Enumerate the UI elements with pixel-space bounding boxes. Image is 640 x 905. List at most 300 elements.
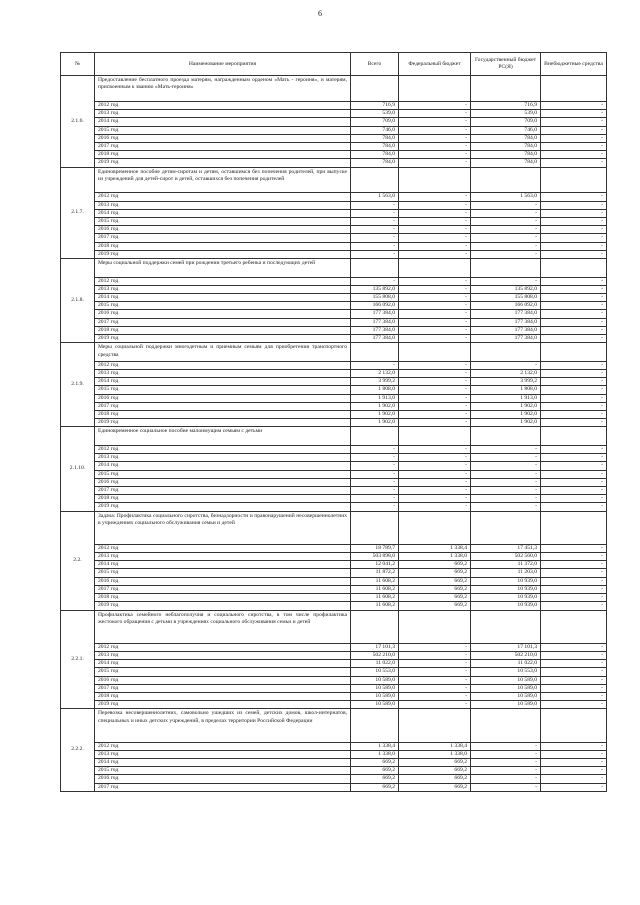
total-cell: 539,0 (351, 110, 399, 118)
federal-cell: - (399, 218, 471, 226)
table-row (61, 660, 607, 668)
total-cell: 11 608,2 (351, 585, 399, 593)
section-text: Задача: Профилактика социального сиротства, безнадзорности и правонарушений несовершеннолетних в учреждениях социального обслуживания семьи и детей (95, 511, 351, 544)
total-cell: - (351, 277, 399, 285)
federal-cell: - (399, 419, 471, 427)
year-cell: 2013 год (95, 285, 351, 293)
section-text: Меры социальной поддержки многодетным и приемным семьям для приобретения транспортного средства (95, 343, 351, 362)
regional-cell: 177 384,0 (471, 326, 541, 334)
federal-cell: - (399, 118, 471, 126)
section-description-row (61, 259, 607, 278)
total-cell: 177 384,0 (351, 335, 399, 343)
table-row (61, 553, 607, 561)
empty-cell (351, 610, 399, 643)
total-cell: 1 913,0 (351, 394, 399, 402)
federal-cell: 1 338,0 (399, 750, 471, 758)
total-cell: 17 101,3 (351, 643, 399, 651)
total-cell: 3 999,2 (351, 378, 399, 386)
section-number: 2.1.7. (61, 167, 95, 259)
regional-cell: 10 939,0 (471, 577, 541, 585)
table-row (61, 370, 607, 378)
extrabudget-cell: - (541, 742, 607, 750)
table-row (61, 676, 607, 684)
table-row (61, 585, 607, 593)
federal-cell: - (399, 326, 471, 334)
table-row (61, 701, 607, 709)
regional-cell: 10 589,0 (471, 676, 541, 684)
year-cell: 2016 год (95, 134, 351, 142)
regional-cell: 17 101,3 (471, 643, 541, 651)
regional-cell: 784,0 (471, 142, 541, 150)
table-row (61, 110, 607, 118)
year-cell: 2016 год (95, 775, 351, 783)
extrabudget-cell: - (541, 193, 607, 201)
regional-cell: 177 384,0 (471, 335, 541, 343)
table-row (61, 643, 607, 651)
regional-cell: 10 589,0 (471, 701, 541, 709)
empty-cell (351, 76, 399, 102)
total-cell: 503 898,0 (351, 553, 399, 561)
regional-cell: 11 022,0 (471, 660, 541, 668)
federal-cell: 669,2 (399, 577, 471, 585)
empty-cell (399, 167, 471, 193)
regional-cell: - (471, 767, 541, 775)
empty-cell (399, 427, 471, 446)
year-cell: 2016 год (95, 310, 351, 318)
empty-cell (471, 76, 541, 102)
federal-cell: - (399, 142, 471, 150)
year-cell: 2013 год (95, 110, 351, 118)
total-cell: 1 902,0 (351, 411, 399, 419)
year-cell: 2015 год (95, 386, 351, 394)
extrabudget-cell: - (541, 660, 607, 668)
extrabudget-cell: - (541, 783, 607, 791)
extrabudget-cell: - (541, 544, 607, 552)
table-row (61, 651, 607, 659)
extrabudget-cell: - (541, 503, 607, 511)
total-cell: - (351, 242, 399, 250)
regional-cell: 1 902,0 (471, 411, 541, 419)
table-row (61, 302, 607, 310)
extrabudget-cell: - (541, 277, 607, 285)
year-cell: 2018 год (95, 411, 351, 419)
federal-cell: - (399, 701, 471, 709)
total-cell: - (351, 250, 399, 258)
extrabudget-cell: - (541, 159, 607, 167)
extrabudget-cell: - (541, 134, 607, 142)
section-description-row (61, 610, 607, 643)
table-row (61, 602, 607, 610)
federal-cell: - (399, 318, 471, 326)
federal-cell: - (399, 462, 471, 470)
empty-cell (471, 427, 541, 446)
empty-cell (351, 427, 399, 446)
extrabudget-cell: - (541, 242, 607, 250)
table-row (61, 277, 607, 285)
table-row (61, 126, 607, 134)
year-cell: 2014 год (95, 660, 351, 668)
federal-cell: 1 338,4 (399, 742, 471, 750)
federal-cell: - (399, 676, 471, 684)
year-cell: 2014 год (95, 758, 351, 766)
extrabudget-cell: - (541, 775, 607, 783)
total-cell: 716,9 (351, 101, 399, 109)
section-number: 2.1.10. (61, 427, 95, 511)
total-cell: 11 608,2 (351, 577, 399, 585)
total-cell: 709,0 (351, 118, 399, 126)
extrabudget-cell: - (541, 553, 607, 561)
regional-cell: 539,0 (471, 110, 541, 118)
federal-cell: - (399, 503, 471, 511)
regional-cell: - (471, 742, 541, 750)
empty-cell (351, 343, 399, 362)
table-row (61, 577, 607, 585)
regional-cell: 716,9 (471, 101, 541, 109)
regional-cell: - (471, 783, 541, 791)
total-cell: - (351, 462, 399, 470)
table-row (61, 454, 607, 462)
table-row (61, 159, 607, 167)
regional-cell: 10 589,0 (471, 692, 541, 700)
header-federal: Федеральный бюджет (399, 53, 471, 76)
federal-cell: - (399, 478, 471, 486)
federal-cell: 669,2 (399, 561, 471, 569)
federal-cell: - (399, 454, 471, 462)
table-row (61, 446, 607, 454)
extrabudget-cell: - (541, 750, 607, 758)
table-row (61, 335, 607, 343)
total-cell: 10 553,0 (351, 668, 399, 676)
year-cell: 2016 год (95, 394, 351, 402)
federal-cell: - (399, 294, 471, 302)
extrabudget-cell: - (541, 151, 607, 159)
total-cell: 11 872,2 (351, 569, 399, 577)
year-cell: 2016 год (95, 676, 351, 684)
regional-cell: 502 210,0 (471, 651, 541, 659)
extrabudget-cell: - (541, 209, 607, 217)
regional-cell: 177 384,0 (471, 318, 541, 326)
year-cell: 2015 год (95, 126, 351, 134)
federal-cell: - (399, 134, 471, 142)
empty-cell (351, 259, 399, 278)
regional-cell: 10 939,0 (471, 585, 541, 593)
empty-cell (351, 511, 399, 544)
federal-cell: - (399, 310, 471, 318)
total-cell: 10 589,0 (351, 676, 399, 684)
empty-cell (399, 610, 471, 643)
total-cell: 10 589,0 (351, 684, 399, 692)
extrabudget-cell: - (541, 335, 607, 343)
total-cell: 1 902,0 (351, 419, 399, 427)
federal-cell: - (399, 101, 471, 109)
total-cell: 669,2 (351, 775, 399, 783)
table-row (61, 767, 607, 775)
extrabudget-cell: - (541, 378, 607, 386)
table-row (61, 487, 607, 495)
extrabudget-cell: - (541, 767, 607, 775)
federal-cell: 669,2 (399, 594, 471, 602)
regional-cell: - (471, 226, 541, 234)
table-row (61, 378, 607, 386)
regional-cell: - (471, 277, 541, 285)
regional-cell: 2 132,0 (471, 370, 541, 378)
total-cell: - (351, 470, 399, 478)
extrabudget-cell: - (541, 310, 607, 318)
extrabudget-cell: - (541, 118, 607, 126)
year-cell: 2013 год (95, 553, 351, 561)
regional-cell: - (471, 454, 541, 462)
total-cell: 177 384,0 (351, 326, 399, 334)
extrabudget-cell: - (541, 446, 607, 454)
year-cell: 2019 год (95, 250, 351, 258)
federal-cell: - (399, 643, 471, 651)
federal-cell: - (399, 302, 471, 310)
table-row (61, 411, 607, 419)
total-cell: 502 210,0 (351, 651, 399, 659)
federal-cell: - (399, 651, 471, 659)
federal-cell: 669,2 (399, 569, 471, 577)
extrabudget-cell: - (541, 470, 607, 478)
federal-cell: - (399, 378, 471, 386)
section-description-row (61, 427, 607, 446)
table-row (61, 101, 607, 109)
total-cell: 12 041,2 (351, 561, 399, 569)
table-row (61, 742, 607, 750)
section-description-row (61, 511, 607, 544)
section-number: 2.1.9. (61, 343, 95, 427)
total-cell: 784,0 (351, 142, 399, 150)
table-row (61, 142, 607, 150)
empty-cell (399, 259, 471, 278)
section-text: Предоставление бесплатного проезда матерям, награжденным орденом «Мать - героиня», и матерям, присвоенным к званию «Мать-героиня» (95, 76, 351, 102)
extrabudget-cell: - (541, 569, 607, 577)
regional-cell: 1 913,0 (471, 394, 541, 402)
year-cell: 2015 год (95, 218, 351, 226)
extrabudget-cell: - (541, 594, 607, 602)
federal-cell: - (399, 684, 471, 692)
table-row (61, 310, 607, 318)
federal-cell: - (399, 361, 471, 369)
year-cell: 2017 год (95, 402, 351, 410)
total-cell: 669,2 (351, 783, 399, 791)
table-row (61, 193, 607, 201)
federal-cell: 669,2 (399, 602, 471, 610)
total-cell: 1 808,0 (351, 386, 399, 394)
federal-cell: - (399, 660, 471, 668)
table-row (61, 495, 607, 503)
federal-cell: - (399, 487, 471, 495)
year-cell: 2017 год (95, 142, 351, 150)
federal-cell: - (399, 394, 471, 402)
regional-cell: - (471, 234, 541, 242)
section-text: Единовременное социальное пособие малоимущим семьям с детьми (95, 427, 351, 446)
total-cell: 155 808,0 (351, 294, 399, 302)
total-cell: 10 589,0 (351, 701, 399, 709)
year-cell: 2016 год (95, 478, 351, 486)
total-cell: 11 022,0 (351, 660, 399, 668)
extrabudget-cell: - (541, 419, 607, 427)
table-row (61, 361, 607, 369)
extrabudget-cell: - (541, 234, 607, 242)
federal-cell: - (399, 226, 471, 234)
year-cell: 2019 год (95, 159, 351, 167)
total-cell: 784,0 (351, 134, 399, 142)
empty-cell (399, 343, 471, 362)
empty-cell (541, 343, 607, 362)
extrabudget-cell: - (541, 692, 607, 700)
regional-cell: 166 092,0 (471, 302, 541, 310)
table-row (61, 402, 607, 410)
empty-cell (471, 709, 541, 742)
year-cell: 2012 год (95, 101, 351, 109)
total-cell: 746,0 (351, 126, 399, 134)
year-cell: 2013 год (95, 750, 351, 758)
total-cell: 18 789,7 (351, 544, 399, 552)
year-cell: 2017 год (95, 684, 351, 692)
year-cell: 2015 год (95, 302, 351, 310)
federal-cell: - (399, 668, 471, 676)
total-cell: 10 589,0 (351, 692, 399, 700)
federal-cell: - (399, 159, 471, 167)
empty-cell (541, 427, 607, 446)
year-cell: 2014 год (95, 462, 351, 470)
section-number: 2.2.1. (61, 610, 95, 709)
regional-cell: 709,0 (471, 118, 541, 126)
federal-cell: 669,2 (399, 767, 471, 775)
federal-cell: 669,2 (399, 775, 471, 783)
total-cell: - (351, 234, 399, 242)
year-cell: 2017 год (95, 234, 351, 242)
empty-cell (351, 709, 399, 742)
federal-cell: 1 338,4 (399, 544, 471, 552)
empty-cell (541, 610, 607, 643)
regional-cell: 17 451,3 (471, 544, 541, 552)
regional-cell: 3 999,2 (471, 378, 541, 386)
empty-cell (399, 511, 471, 544)
total-cell: 1 338,0 (351, 750, 399, 758)
empty-cell (471, 167, 541, 193)
empty-cell (471, 259, 541, 278)
total-cell: - (351, 209, 399, 217)
total-cell: 784,0 (351, 151, 399, 159)
table-row (61, 226, 607, 234)
year-cell: 2016 год (95, 226, 351, 234)
federal-cell: - (399, 470, 471, 478)
empty-cell (471, 511, 541, 544)
federal-cell: - (399, 151, 471, 159)
section-description-row (61, 76, 607, 102)
regional-cell: - (471, 478, 541, 486)
regional-cell: - (471, 775, 541, 783)
empty-cell (541, 259, 607, 278)
year-cell: 2013 год (95, 651, 351, 659)
empty-cell (471, 343, 541, 362)
year-cell: 2012 год (95, 446, 351, 454)
table-row (61, 285, 607, 293)
total-cell: - (351, 218, 399, 226)
year-cell: 2012 год (95, 193, 351, 201)
federal-cell: 669,2 (399, 783, 471, 791)
page-number: 6 (318, 9, 322, 18)
regional-cell: 10 553,0 (471, 668, 541, 676)
total-cell: 11 608,2 (351, 594, 399, 602)
total-cell: - (351, 478, 399, 486)
federal-cell: - (399, 201, 471, 209)
section-number: 2.2. (61, 511, 95, 610)
table-row (61, 758, 607, 766)
regional-cell: - (471, 462, 541, 470)
year-cell: 2015 год (95, 470, 351, 478)
regional-cell: - (471, 758, 541, 766)
year-cell: 2014 год (95, 118, 351, 126)
federal-cell: - (399, 193, 471, 201)
budget-table (60, 52, 607, 792)
year-cell: 2018 год (95, 692, 351, 700)
regional-cell: - (471, 201, 541, 209)
regional-cell: - (471, 495, 541, 503)
federal-cell: 669,2 (399, 758, 471, 766)
section-number: 2.1.8. (61, 259, 95, 343)
federal-cell: - (399, 250, 471, 258)
year-cell: 2012 год (95, 742, 351, 750)
year-cell: 2019 год (95, 335, 351, 343)
regional-cell: 1 808,0 (471, 386, 541, 394)
year-cell: 2014 год (95, 561, 351, 569)
federal-cell: - (399, 446, 471, 454)
year-cell: 2018 год (95, 495, 351, 503)
total-cell: 135 892,0 (351, 285, 399, 293)
extrabudget-cell: - (541, 585, 607, 593)
year-cell: 2017 год (95, 783, 351, 791)
extrabudget-cell: - (541, 318, 607, 326)
year-cell: 2017 год (95, 487, 351, 495)
year-cell: 2015 год (95, 767, 351, 775)
year-cell: 2018 год (95, 594, 351, 602)
regional-cell: 177 384,0 (471, 310, 541, 318)
extrabudget-cell: - (541, 402, 607, 410)
federal-cell: - (399, 242, 471, 250)
regional-cell: 746,0 (471, 126, 541, 134)
federal-cell: - (399, 411, 471, 419)
federal-cell: - (399, 285, 471, 293)
extrabudget-cell: - (541, 361, 607, 369)
extrabudget-cell: - (541, 250, 607, 258)
regional-cell: - (471, 446, 541, 454)
extrabudget-cell: - (541, 495, 607, 503)
extrabudget-cell: - (541, 142, 607, 150)
table-row (61, 318, 607, 326)
federal-cell: - (399, 277, 471, 285)
empty-cell (399, 76, 471, 102)
federal-cell: - (399, 692, 471, 700)
total-cell: - (351, 495, 399, 503)
table-row (61, 118, 607, 126)
table-row (61, 569, 607, 577)
table-row (61, 250, 607, 258)
empty-cell (541, 76, 607, 102)
federal-cell: - (399, 370, 471, 378)
regional-cell: 1 902,0 (471, 402, 541, 410)
regional-cell: 1 563,0 (471, 193, 541, 201)
section-text: Профилактика семейного неблагополучия и социального сиротства, в том числе профилактика жестокого обращения с детьми в учреждениях социального обслуживания семьи и детей (95, 610, 351, 643)
table-row (61, 544, 607, 552)
table-row (61, 594, 607, 602)
header-extrabudget: Внебюджетные средства (541, 53, 607, 76)
header-total: Всего (351, 53, 399, 76)
year-cell: 2012 год (95, 361, 351, 369)
regional-cell: 784,0 (471, 159, 541, 167)
empty-cell (541, 511, 607, 544)
